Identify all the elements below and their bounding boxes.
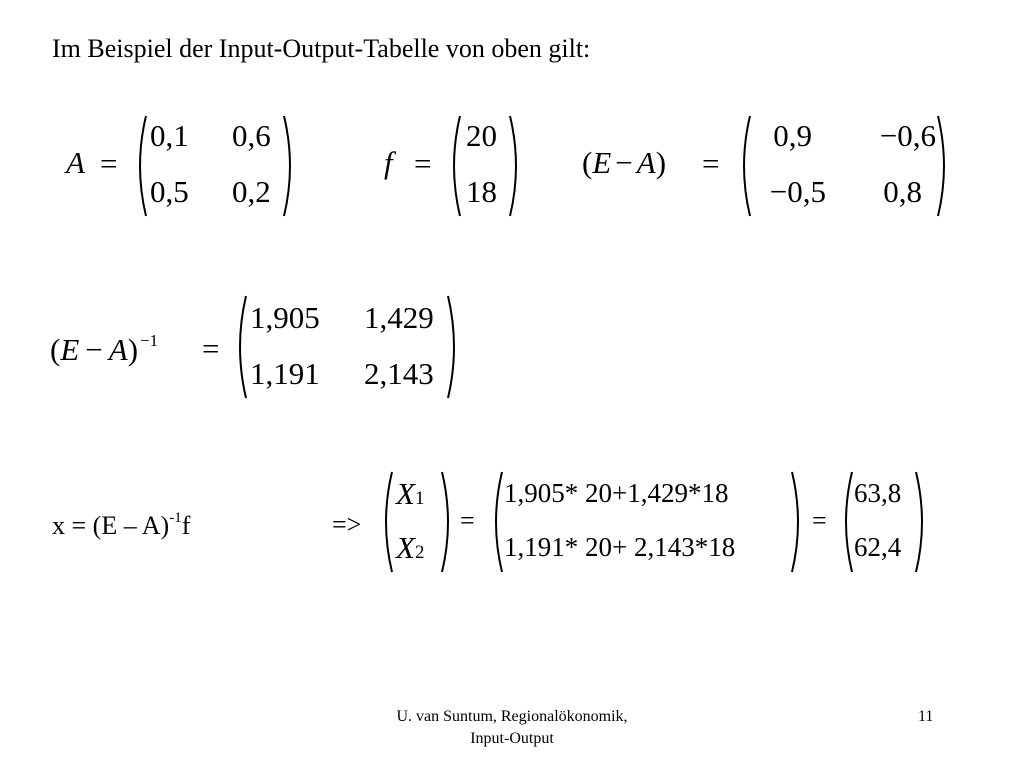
solution-formula-tail: f <box>181 511 191 540</box>
result-row-1: 63,8 <box>854 478 902 508</box>
ea-matrix-cell: −0,6 <box>879 118 936 153</box>
ea-expression <box>582 147 666 178</box>
matrix-a-cell: 0,5 <box>150 174 189 209</box>
inverse-e-symbol: E <box>60 332 80 367</box>
matrix-a-cell: 0,2 <box>232 174 271 209</box>
inverse-close-paren: ) <box>127 332 139 367</box>
matrix-a-equals: = <box>100 146 118 181</box>
inverse-left-paren <box>232 294 248 400</box>
x2-variable <box>396 532 424 563</box>
inverse-right-paren <box>446 294 462 400</box>
vector-f-right-paren <box>508 114 524 218</box>
x-vector-left-paren <box>378 470 394 574</box>
vector-f-cell: 18 <box>466 174 497 209</box>
inverse-cell: 1,905 <box>250 300 320 335</box>
ea-e-symbol: E <box>592 145 612 180</box>
solution-equals-2: = <box>812 506 827 535</box>
x1-variable <box>396 478 424 509</box>
inverse-a-symbol: A <box>108 332 128 367</box>
slide-footer <box>362 706 662 750</box>
x1-subscript: 1 <box>414 488 425 509</box>
inverse-minus: − <box>85 332 103 367</box>
result-vector-left-paren <box>838 470 854 574</box>
inverse-cell: 1,429 <box>364 300 434 335</box>
result-row-2: 62,4 <box>854 532 902 562</box>
x2-symbol: X <box>396 530 415 565</box>
ea-matrix-cell: −0,5 <box>769 174 826 209</box>
vector-f-cell: 20 <box>466 118 497 153</box>
product-row-2: 1,191* 20+ 2,143*18 <box>504 532 736 562</box>
vector-f-equals: = <box>414 146 432 181</box>
matrix-a-cell: 0,1 <box>150 118 189 153</box>
product-vector-right-paren <box>790 470 806 574</box>
footer-author-line: U. van Suntum, Regionalökonomik, <box>396 708 628 725</box>
solution-formula-exponent: -1 <box>169 510 182 526</box>
inverse-expression <box>50 332 158 365</box>
ea-matrix-cell: 0,9 <box>773 118 812 153</box>
implies-arrow: => <box>332 510 362 539</box>
vector-f-label: f <box>384 145 393 180</box>
inverse-open-paren: ( <box>50 332 61 367</box>
product-vector-left-paren <box>488 470 504 574</box>
matrix-a-right-paren <box>282 114 298 218</box>
inverse-equals: = <box>202 331 220 366</box>
matrix-a-left-paren <box>132 114 148 218</box>
footer-topic-line: Input-Output <box>470 730 554 747</box>
solution-formula <box>52 510 190 541</box>
ea-a-symbol: A <box>636 145 656 180</box>
x1-symbol: X <box>396 476 415 511</box>
x2-subscript: 2 <box>414 542 425 563</box>
ea-equals: = <box>702 146 720 181</box>
ea-matrix-cell: 0,8 <box>883 174 922 209</box>
ea-matrix-right-paren <box>936 114 952 218</box>
vector-f-left-paren <box>446 114 462 218</box>
ea-minus: − <box>615 145 633 180</box>
slide-heading: Im Beispiel der Input-Output-Tabelle von oben gilt: <box>52 34 591 63</box>
matrix-a-cell: 0,6 <box>232 118 271 153</box>
product-row-1: 1,905* 20+1,429*18 <box>504 478 729 508</box>
solution-formula-main: x = (E – A) <box>52 511 170 540</box>
result-vector-right-paren <box>914 470 930 574</box>
ea-close-paren: ) <box>655 145 667 180</box>
ea-open-paren: ( <box>582 145 593 180</box>
x-vector-right-paren <box>440 470 456 574</box>
matrix-a-label: A <box>66 145 85 180</box>
page-number: 11 <box>918 708 934 725</box>
solution-equals-1: = <box>460 506 475 535</box>
inverse-exponent: −1 <box>140 331 159 350</box>
inverse-cell: 2,143 <box>364 356 434 391</box>
inverse-cell: 1,191 <box>250 356 320 391</box>
